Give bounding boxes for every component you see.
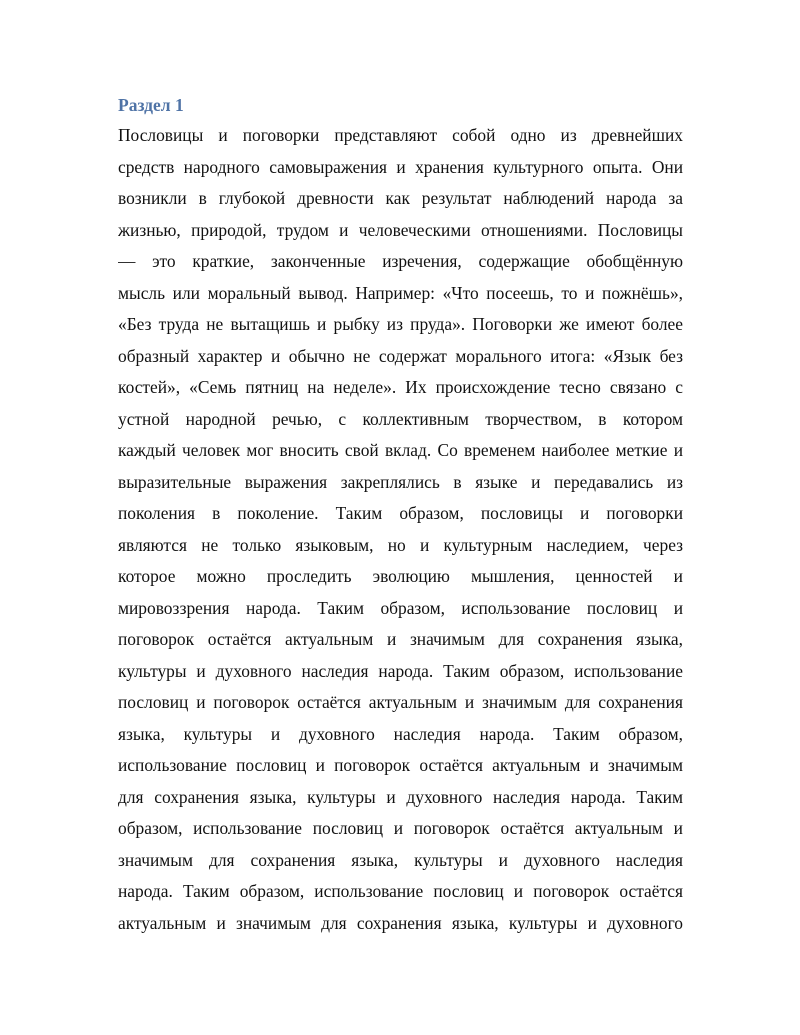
paragraph-line: средств народного самовыражения и хранения культурного опыта. Они — [118, 156, 683, 177]
paragraph-line: образом, использование пословиц и поговорок остаётся актуальным и — [118, 818, 683, 838]
paragraph-line: каждый человек мог вносить свой вклад. Со временем наиболее меткие и — [118, 440, 683, 460]
paragraph-line: для сохранения языка, культуры и духовного наследия народа. Таким — [118, 786, 683, 807]
paragraph-line: выразительные выражения закреплялись в языке и передавались из — [118, 471, 683, 492]
paragraph-line: устной народной речью, с коллективным творчеством, в котором — [118, 408, 683, 429]
paragraph-line: мысль или моральный вывод. Например: «Что посеешь, то и пожнёшь», — [118, 282, 683, 303]
paragraph-line: жизнью, природой, трудом и человеческими отношениями. Пословицы — [118, 219, 683, 240]
paragraph-line: костей», «Семь пятниц на неделе». Их происхождение тесно связано с — [118, 377, 683, 397]
document-body — [118, 91, 683, 939]
paragraph-line: которое можно проследить эволюцию мышления, ценностей и — [118, 566, 683, 586]
paragraph-line: «Без труда не вытащишь и рыбку из пруда». Поговорки же имеют более — [118, 314, 683, 334]
paragraph-line: мировоззрения народа. Таким образом, использование пословиц и — [118, 597, 683, 618]
paragraph-line: Пословицы и поговорки представляют собой одно из древнейших — [118, 125, 683, 145]
paragraph-line: пословиц и поговорок остаётся актуальным и значимым для сохранения — [118, 692, 683, 712]
paragraph-line: поговорок остаётся актуальным и значимым для сохранения языка, — [118, 629, 683, 649]
paragraph-line: народа. Таким образом, использование пословиц и поговорок остаётся — [118, 881, 683, 901]
paragraph-line: значимым для сохранения языка, культуры и духовного наследия — [118, 849, 683, 870]
paragraph-line: культуры и духовного наследия народа. Таким образом, использование — [118, 660, 683, 681]
section-heading: Раздел 1 — [118, 95, 184, 115]
paragraph-line: являются не только языковым, но и культурным наследием, через — [118, 534, 683, 555]
paragraph-line: актуальным и значимым для сохранения языка, культуры и духовного — [118, 912, 683, 933]
body-paragraph — [118, 120, 683, 939]
paragraph-line: — это краткие, законченные изречения, содержащие обобщённую — [118, 251, 683, 271]
paragraph-line: поколения в поколение. Таким образом, пословицы и поговорки — [118, 503, 683, 523]
paragraph-line: использование пословиц и поговорок остаётся актуальным и значимым — [118, 755, 683, 775]
paragraph-line: образный характер и обычно не содержат морального итога: «Язык без — [118, 345, 683, 366]
paragraph-line: возникли в глубокой древности как результат наблюдений народа за — [118, 188, 683, 208]
paragraph-line: языка, культуры и духовного наследия народа. Таким образом, — [118, 723, 683, 744]
